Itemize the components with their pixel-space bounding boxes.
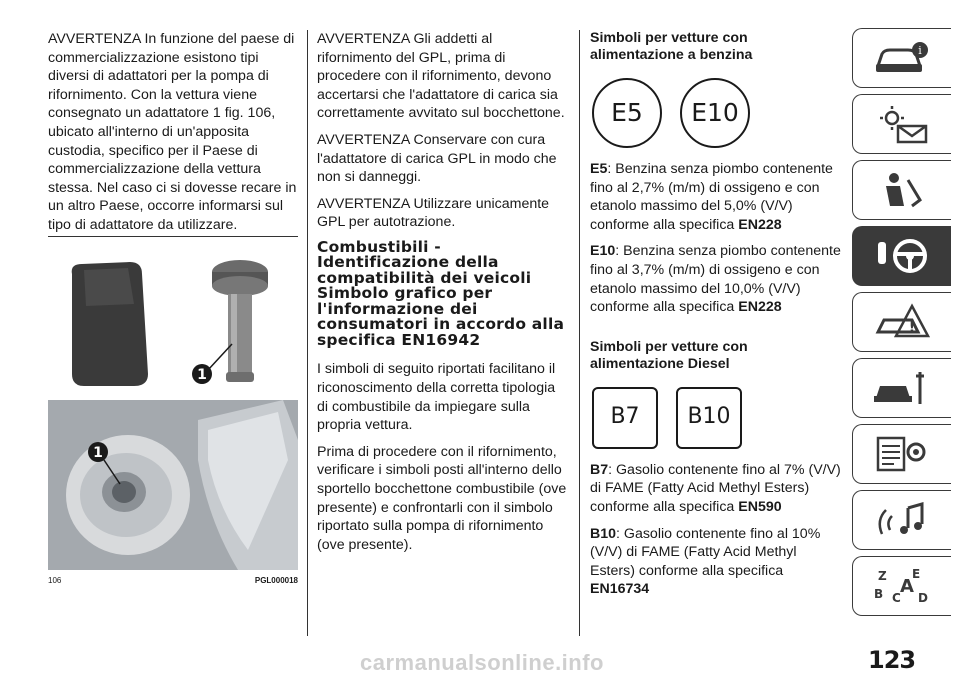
figure-code: PGL000018 — [254, 576, 298, 585]
b10-symbol: B10 — [676, 387, 742, 449]
technical-data-icon — [872, 434, 932, 474]
svg-text:i: i — [918, 44, 922, 57]
watermark: carmanualsonline.info — [360, 650, 604, 675]
symbols-check-paragraph: Prima di procedere con il rifornimento, verificare i simboli posti all'interno dello sportello bocchettone combustibile (ove presente) e confrontarli con il simbolo riportato sulla pompa di rifornimento (ove presente). — [317, 443, 567, 553]
tab-starting-driving[interactable] — [852, 226, 951, 286]
tab-emergency[interactable] — [852, 292, 951, 352]
index-icon — [872, 566, 932, 606]
callout-1-top: 1 — [197, 367, 207, 383]
svg-text:B: B — [874, 587, 884, 601]
safety-seat-icon — [872, 170, 932, 210]
tab-car-info[interactable] — [852, 28, 951, 88]
chapter-tabs — [852, 28, 960, 622]
tab-dashboard-lights[interactable] — [852, 94, 951, 154]
figure-number: 106 — [48, 576, 62, 585]
tab-multimedia[interactable] — [852, 490, 951, 550]
svg-text:D: D — [918, 591, 928, 605]
column-1 — [48, 30, 298, 243]
multimedia-icon — [872, 500, 932, 540]
column-3 — [590, 30, 845, 607]
b10-description: B10: Gasolio contenente fino al 10% (V/V) di FAME (Fatty Acid Methyl Esters) conforme alla specifica EN16734 — [590, 525, 821, 598]
page-number: 123 — [868, 646, 916, 674]
e10-description: E10: Benzina senza piombo contenente fino al 3,7% (m/m) di ossigeno e con etanolo massimo del 10,0% (V/V) conforme alla specifica EN228 — [590, 243, 841, 316]
warning-lpg-attendant: AVVERTENZA Gli addetti al rifornimento del GPL, prima di procedere con il rifornimento, devono accertarsi che l'adattatore di carica sia correttamente avvitato sul bocchettone. — [317, 31, 565, 122]
b7-symbol: B7 — [592, 387, 658, 449]
warning-lpg-only: AVVERTENZA Utilizzare unicamente GPL per autotrazione. — [317, 195, 550, 231]
steering-wheel-icon — [872, 236, 932, 276]
petrol-symbols-row — [592, 78, 845, 148]
column-divider-1 — [307, 30, 308, 636]
dashboard-lights-icon — [872, 104, 932, 144]
symbols-intro-paragraph: I simboli di seguito riportati facilitano il riconoscimento della corretta tipologia di combustibile da impiegare sulla propria vettura. — [317, 361, 556, 434]
e5-description: E5: Benzina senza piombo contenente fino al 2,7% (m/m) di ossigeno e con etanolo massimo del 5,0% (V/V) conforme alla specifica EN228 — [590, 161, 833, 233]
tab-safety[interactable] — [852, 160, 951, 220]
figure-divider — [48, 236, 298, 237]
e10-symbol: E10 — [680, 78, 750, 148]
tab-maintenance[interactable] — [852, 358, 951, 418]
fuel-compatibility-heading: Combustibili - Identificazione della compatibilità dei veicoli Simbolo grafico per l'informazione dei consumatori in accordo alla specifica EN16942 — [317, 237, 565, 349]
column-divider-2 — [579, 30, 580, 636]
svg-text:Z: Z — [878, 569, 887, 583]
e5-symbol: E5 — [592, 78, 662, 148]
b7-description: B7: Gasolio contenente fino al 7% (V/V) di FAME (Fatty Acid Methyl Esters) conforme alla specifica EN590 — [590, 461, 841, 515]
car-info-icon — [872, 38, 932, 78]
adapter-and-pouch-illustration — [48, 244, 298, 394]
adapter-photo — [48, 244, 298, 394]
tab-technical-data[interactable] — [852, 424, 951, 484]
tab-index[interactable] — [852, 556, 951, 616]
callout-1-bottom: 1 — [93, 445, 103, 461]
svg-text:E: E — [912, 567, 921, 581]
figure-caption — [48, 576, 298, 586]
warning-adapter-paragraph: AVVERTENZA In funzione del paese di commercializzazione esistono tipi diversi di adattatori per la pompa di rifornimento. Con la vettura viene consegnato un adattatore 1 fig. 106, ubicato all'interno di un'apposita custodia, specifico per il Paese di commercializzazione della vettura stessa. Nel caso ci si dovesse recare in un altro Paese, occorre informarsi sul tipo di adattatore da utilizzare. — [48, 31, 297, 233]
svg-text:!: ! — [908, 320, 916, 336]
fuel-inlet-photo — [48, 400, 298, 570]
diesel-symbols-row — [592, 387, 845, 449]
warning-lpg-adapter-care: AVVERTENZA Conservare con cura l'adattatore di carica GPL in modo che non si danneggi. — [317, 131, 557, 186]
maintenance-icon — [872, 368, 932, 408]
petrol-symbols-heading: Simboli per vetture con alimentazione a benzina — [590, 30, 753, 63]
fuel-inlet-illustration — [48, 400, 298, 570]
diesel-symbols-heading: Simboli per vetture con alimentazione Diesel — [590, 338, 748, 372]
svg-text:C: C — [892, 591, 901, 605]
column-2 — [317, 30, 569, 562]
emergency-icon — [872, 302, 932, 342]
svg-text:A: A — [900, 576, 914, 597]
